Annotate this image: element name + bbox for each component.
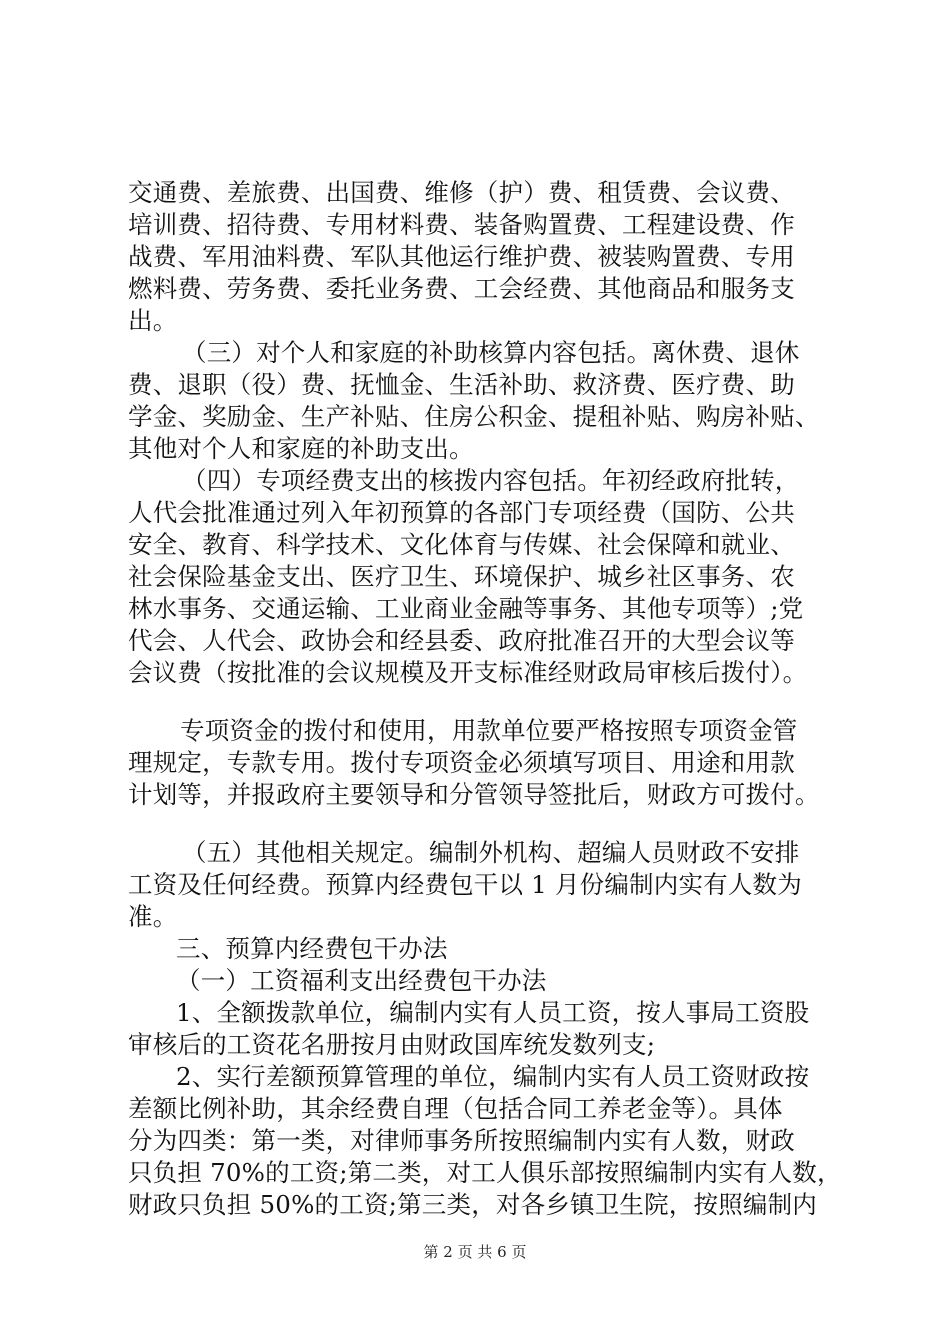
text-line: 专项资金的拨付和使用，用款单位要严格按照专项资金管	[180, 716, 798, 745]
text-line: 财政只负担 50%的工资;第三类，对各乡镇卫生院，按照编制内	[128, 1190, 817, 1219]
text-line: 代会、人代会、政协会和经县委、政府批准召开的大型会议等	[128, 626, 795, 655]
text-line: 人代会批准通过列入年初预算的各部门专项经费（国防、公共	[128, 498, 795, 527]
text-line: 准。	[128, 902, 178, 931]
text-line: （三）对个人和家庭的补助核算内容包括。离休费、退休	[182, 338, 800, 367]
text-line: 战费、军用油料费、军队其他运行维护费、被装购置费、专用	[128, 242, 795, 271]
text-line: 只负担 70%的工资;第二类，对工人俱乐部按照编制内实有人数，	[128, 1158, 842, 1187]
text-line: 差额比例补助，其余经费自理（包括合同工养老金等）。具体	[128, 1094, 783, 1123]
text-line: 出。	[128, 306, 178, 335]
text-line: 其他对个人和家庭的补助支出。	[128, 434, 474, 463]
text-line: 计划等，并报政府主要领导和分管领导签批后，财政方可拨付。	[128, 780, 820, 809]
text-line: 分为四类：第一类，对律师事务所按照编制内实有人数，财政	[128, 1126, 795, 1155]
text-line: 学金、奖励金、生产补贴、住房公积金、提租补贴、购房补贴、	[128, 402, 820, 431]
text-line: 审核后的工资花名册按月由财政国库统发数列支;	[128, 1030, 656, 1059]
text-line: 培训费、招待费、专用材料费、装备购置费、工程建设费、作	[128, 210, 795, 239]
text-line: 会议费（按批准的会议规模及开支标准经财政局审核后拨付）。	[128, 658, 808, 687]
text-line: 工资及任何经费。预算内经费包干以 1 月份编制内实有人数为	[128, 870, 802, 899]
text-line: 理规定，专款专用。拨付专项资金必须填写项目、用途和用款	[128, 748, 795, 777]
page-number-footer: 第 2 页 共 6 页	[423, 1243, 527, 1261]
text-line: （四）专项经费支出的核拨内容包括。年初经政府批转，	[182, 466, 800, 495]
text-line: 费、退职（役）费、抚恤金、生活补助、救济费、医疗费、助	[128, 370, 795, 399]
text-line: 燃料费、劳务费、委托业务费、工会经费、其他商品和服务支	[128, 274, 795, 303]
text-line: 2、实行差额预算管理的单位，编制内实有人员工资财政按	[176, 1062, 810, 1091]
text-line: 社会保险基金支出、医疗卫生、环境保护、城乡社区事务、农	[128, 562, 795, 591]
text-line: （五）其他相关规定。编制外机构、超编人员财政不安排	[182, 838, 800, 867]
text-line: 1、全额拨款单位，编制内实有人员工资，按人事局工资股	[176, 998, 810, 1027]
text-line: 安全、教育、科学技术、文化体育与传媒、社会保障和就业、	[128, 530, 795, 559]
text-line: 林水事务、交通运输、工业商业金融等事务、其他专项等）;党	[128, 594, 804, 623]
text-line: 交通费、差旅费、出国费、维修（护）费、租赁费、会议费、	[128, 178, 795, 207]
section-heading: 三、预算内经费包干办法	[176, 934, 448, 963]
subsection-heading: （一）工资福利支出经费包干办法	[176, 966, 547, 995]
